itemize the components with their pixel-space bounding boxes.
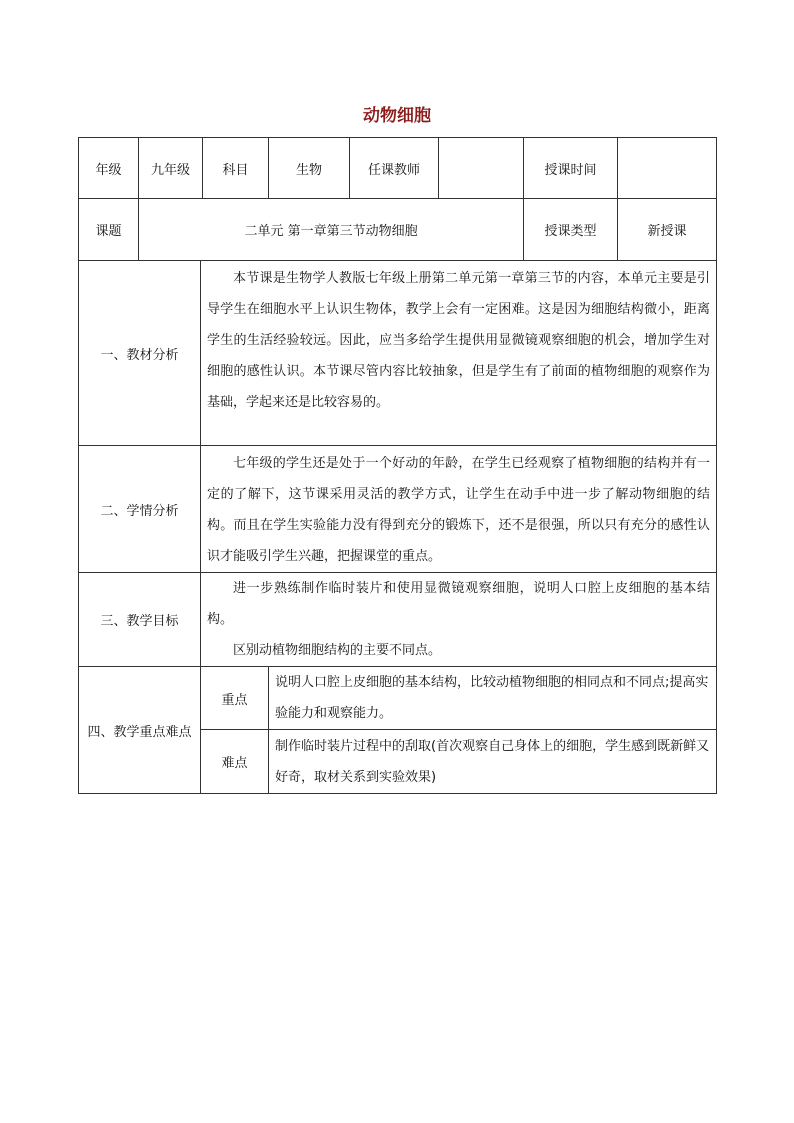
teaching-goals-text-1: 进一步熟练制作临时装片和使用显微镜观察细胞，说明人口腔上皮细胞的基本结构。 [207, 581, 711, 627]
student-analysis-label: 二、学情分析 [79, 446, 201, 573]
type-label: 授课类型 [524, 199, 618, 261]
key-difficult-label: 四、教学重点难点 [79, 667, 201, 794]
difficult-point-label: 难点 [201, 730, 269, 794]
material-analysis-text: 本节课是生物学人教版七年级上册第二单元第一章第三节的内容，本单元主要是引导学生在细胞水平上认识生物体，教学上会有一定困难。这是因为细胞结构微小，距离学生的生活经验较远。因此，应当多给学生提供用显微镜观察细胞的机会，增加学生对细胞的感性认识。本节课尽管内容比较抽象，但是学生有了前面的植物细胞的观察作为基础，学起来还是比较容易的。 [207, 271, 711, 410]
topic-value: 二单元 第一章第三节动物细胞 [139, 199, 524, 261]
material-analysis-label: 一、教材分析 [79, 261, 201, 446]
material-analysis-row [79, 261, 717, 446]
lesson-plan-table [78, 137, 717, 794]
key-point-text: 说明人口腔上皮细胞的基本结构，比较动植物细胞的相同点和不同点;提高实验能力和观察能力。 [275, 675, 709, 721]
subject-label: 科目 [203, 138, 269, 199]
grade-value: 九年级 [139, 138, 203, 199]
topic-label: 课题 [79, 199, 139, 261]
teaching-goals-text-2: 区别动植物细胞结构的主要不同点。 [233, 643, 442, 658]
key-point-row [79, 667, 717, 730]
time-label: 授课时间 [524, 138, 618, 199]
teacher-label: 任课教师 [350, 138, 439, 199]
student-analysis-row [79, 446, 717, 573]
grade-label: 年级 [79, 138, 139, 199]
teacher-value [439, 138, 524, 199]
time-value [618, 138, 717, 199]
info-row-2 [79, 199, 717, 261]
student-analysis-text: 七年级的学生还是处于一个好动的年龄，在学生已经观察了植物细胞的结构并有一定的了解下，这节课采用灵活的教学方式，让学生在动手中进一步了解动物细胞的结构。而且在学生实验能力没有得到充分的锻炼下，还不是很强，所以只有充分的感性认识才能吸引学生兴趣，把握课堂的重点。 [207, 456, 711, 564]
subject-value: 生物 [269, 138, 350, 199]
info-row-1 [79, 138, 717, 199]
teaching-goals-row [79, 573, 717, 667]
difficult-point-text: 制作临时装片过程中的刮取(首次观察自己身体上的细胞，学生感到既新鲜又好奇，取材关系到实验效果) [275, 738, 710, 785]
key-point-label: 重点 [201, 667, 269, 730]
teaching-goals-label: 三、教学目标 [79, 573, 201, 667]
type-value: 新授课 [618, 199, 717, 261]
document-title: 动物细胞 [363, 106, 431, 126]
